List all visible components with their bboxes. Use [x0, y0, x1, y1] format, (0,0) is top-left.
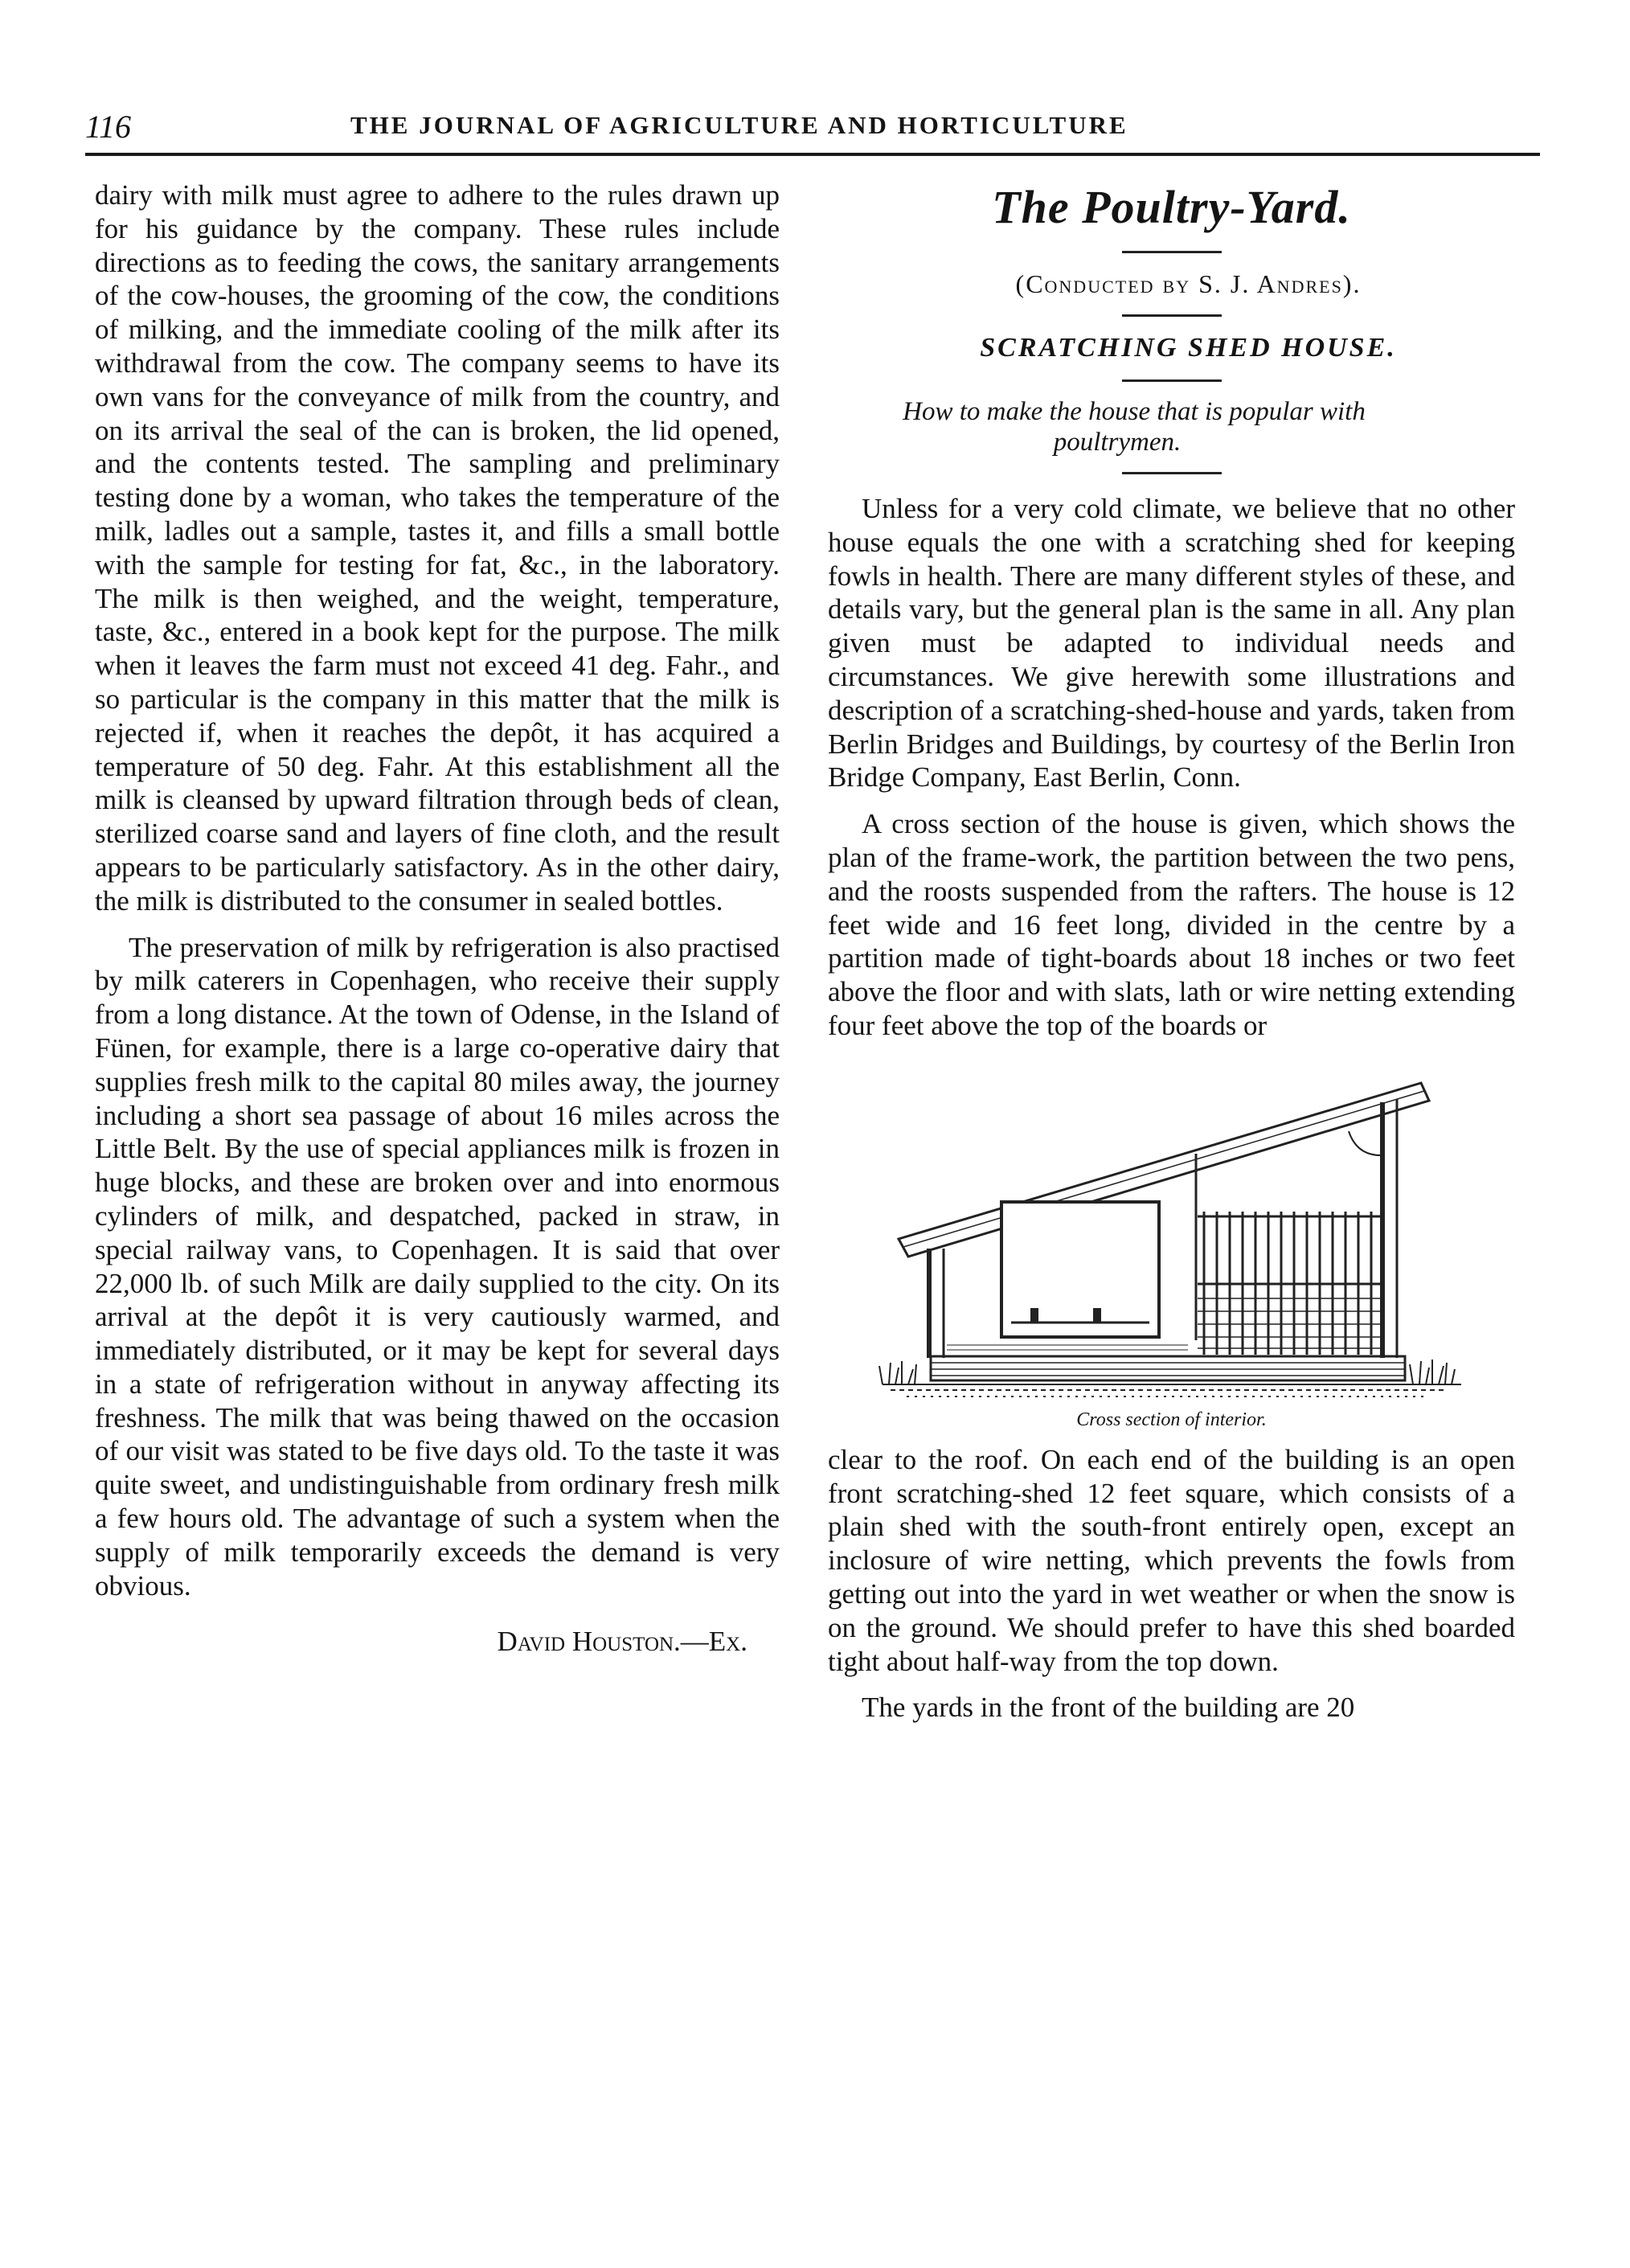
article-signature: David Houston.—Ex. [497, 1626, 747, 1658]
left-paragraph-1: dairy with milk must agree to adhere to the rules drawn up for his guidance by the company. These rules include directions as to feeding the cows, the sanitary arrangements of the cow-houses, the grooming of the cow, the conditions of milking, and the immediate cooling of the milk after its withdrawal from the cow. The company seems to have its own vans for the conveyance of milk from the country, and on its arrival the seal of the can is broken, the lid opened, and the contents tested. The sampling and preliminary testing done by a woman, who takes the temperature of the milk, ladles out a sample, tastes it, and fills a small bottle with the sample for testing for fat, &c., in the laboratory. The milk is then weighed, and the weight, temperature, taste, &c., entered in a book kept for the purpose. The milk when it leaves the farm must not exceed 41 deg. Fahr., and so particular is the company in this matter that the milk is rejected if, when it reaches the depôt, it has acquired a temperature of 50 deg. Fahr. At this establishment all the milk is cleansed by upward filtration through beds of clean, sterilized coarse sand and layers of fine cloth, and the result appears to be particularly satisfactory. As in the other dairy, the milk is distributed to the consumer in sealed bottles. [95, 179, 780, 917]
section-title: The Poultry-Yard. [992, 181, 1351, 233]
right-paragraph-2: A cross section of the house is given, which shows the plan of the frame-work, the partition between the two pens, and the roosts suspended from the rafters. The house is 12 feet wide and 16 feet long, divided in the centre by a partition made of tight-boards about 18 inches or two feet above the floor and with slats, lath or wire netting extending four feet above the top of the boards or [828, 808, 1515, 1041]
shed-cross-section-illustration [866, 1067, 1477, 1405]
right-paragraph-3: clear to the roof. On each end of the building is an open front scratching-shed 12 feet square, which consists of a plain shed with the south-front entirely open, except an inclosure of wire netting, which prevents the fowls from getting out into the yard in wet weather or when the snow is on the ground. We should prefer to have this shed boarded tight about half-way from the top down. [828, 1443, 1515, 1677]
left-column [95, 178, 780, 1659]
divider-rule [1122, 251, 1222, 253]
divider-rule [1122, 314, 1222, 317]
article-deck: How to make the house that is popular with poultrymen. [903, 397, 1366, 457]
figure [828, 1067, 1515, 1432]
right-paragraph-1: Unless for a very cold climate, we believe that no other house equals the one with a scratching shed for keeping fowls in health. There are many different styles of these, and details vary, but the general plan is the same in all. Any plan given must be adapted to individual needs and circumstances. We give herewith some illustrations and description of a scratching-shed-house and yards, taken from Berlin Bridges and Buildings, by courtesy of the Berlin Iron Bridge Company, East Berlin, Conn. [828, 493, 1515, 794]
right-column [828, 178, 1515, 1725]
byline: (Conducted by S. J. Andres). [1015, 269, 1362, 298]
journal-title: THE JOURNAL OF AGRICULTURE AND HORTICULTURE [350, 111, 1128, 139]
page-number: 116 [85, 109, 132, 145]
divider-rule [1122, 472, 1222, 474]
figure-caption: Cross section of interior. [1076, 1409, 1267, 1430]
article-subhead: SCRATCHING SHED HOUSE. [980, 333, 1397, 363]
running-head [85, 96, 1540, 156]
left-paragraph-2: The preservation of milk by refrigeration is also practised by milk caterers in Copenhagen, who receive their supply from a long distance. At the town of Odense, in the Island of Fünen, for example, there is a large co-operative dairy that supplies fresh milk to the capital 80 miles away, the journey including a short sea passage of about 16 miles across the Little Belt. By the use of special appliances milk is frozen in huge blocks, and these are broken over and into enormous cylinders of milk, and despatched, packed in straw, in special railway vans, to Copenhagen. It is said that over 22,000 lb. of such Milk are daily supplied to the city. On its arrival at the depôt it is very cautiously warmed, and immediately distributed, or it may be kept for several days in a state of refrigeration without in anyway affecting its freshness. The milk that was being thawed on the occasion of our visit was stated to be five days old. To the taste it was quite sweet, and undistinguishable from ordinary fresh milk a few hours old. The advantage of such a system when the supply of milk temporarily exceeds the demand is very obvious. [95, 931, 780, 1602]
right-paragraph-4: The yards in the front of the building are 20 [862, 1692, 1355, 1724]
divider-rule [1122, 379, 1222, 382]
